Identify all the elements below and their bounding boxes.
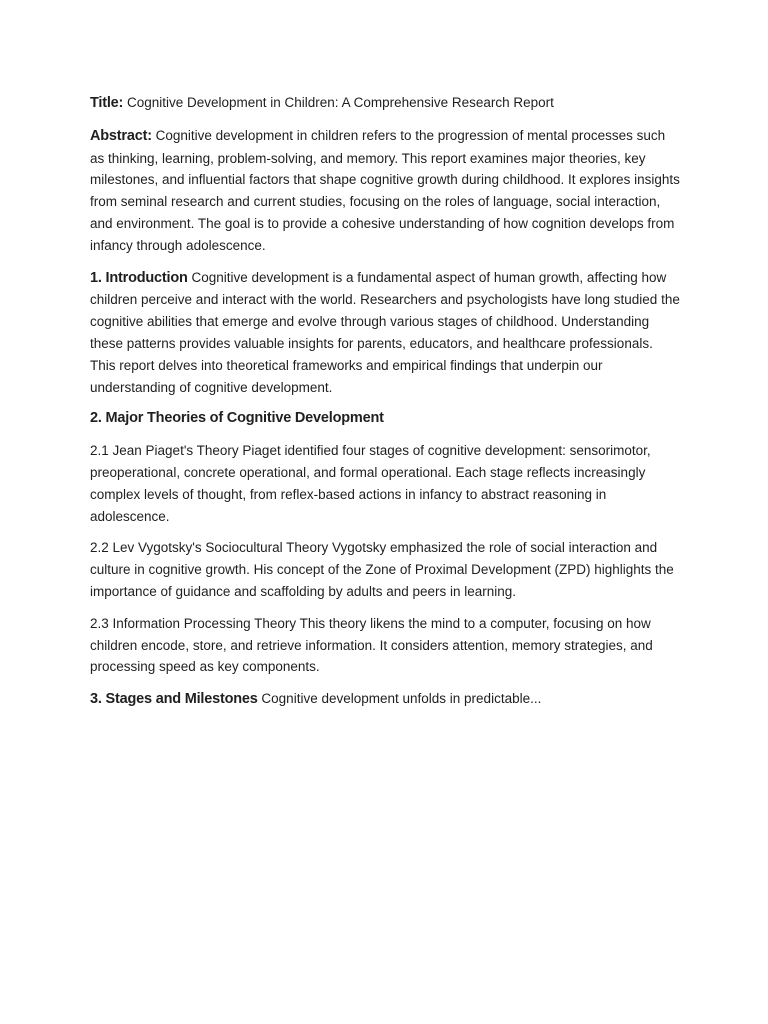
introduction-paragraph bbox=[90, 267, 680, 399]
title-label: Title: bbox=[90, 95, 124, 111]
abstract-text: Cognitive development in children refers to the progression of mental processes such as thinking, learning, problem-solving, and memory. This report examines major theories, key milestones, and influential factors that shape cognitive growth during childhood. It explores insights from seminal research and current studies, focusing on the roles of language, social interaction, and environment. The goal is to provide a cohesive understanding of how cognition develops from infancy through adolescence. bbox=[90, 127, 680, 253]
introduction-text: Cognitive development is a fundamental aspect of human growth, affecting how children perceive and interact with the world. Researchers and psychologists have long studied the cognitive abilities that emerge and evolve through various stages of childhood. Understanding these patterns provides valuable insights for parents, educators, and healthcare professionals. This report delves into theoretical frameworks and empirical findings that underpin our understanding of cognitive development. bbox=[90, 269, 680, 395]
abstract-label: Abstract: bbox=[90, 127, 152, 144]
piaget-paragraph: 2.1 Jean Piaget's Theory Piaget identified four stages of cognitive development: sensorimotor, preoperational, concrete operational, and formal operational. Each stage reflects increasingly complex levels of thought, from reflex-based actions in infancy to abstract reasoning in adolescence. bbox=[90, 443, 651, 524]
stages-paragraph bbox=[90, 688, 680, 711]
title-paragraph bbox=[90, 92, 680, 115]
stages-text: Cognitive development unfolds in predictable... bbox=[261, 691, 542, 707]
title-text: Cognitive Development in Children: A Comprehensive Research Report bbox=[126, 95, 554, 110]
abstract-paragraph bbox=[90, 125, 680, 257]
information-processing-paragraph: 2.3 Information Processing Theory This theory likens the mind to a computer, focusing on how children encode, store, and retrieve information. It considers attention, memory strategies, and processing speed as key components. bbox=[90, 615, 653, 675]
document-page bbox=[90, 92, 680, 721]
theories-heading: 2. Major Theories of Cognitive Development bbox=[90, 410, 384, 427]
stages-label: 3. Stages and Milestones bbox=[90, 691, 258, 708]
vygotsky-paragraph: 2.2 Lev Vygotsky's Sociocultural Theory Vygotsky emphasized the role of social interaction and culture in cognitive growth. His concept of the Zone of Proximal Development (ZPD) highlights the importance of guidance and scaffolding by adults and peers in learning. bbox=[90, 540, 674, 599]
introduction-label: 1. Introduction bbox=[90, 269, 188, 286]
